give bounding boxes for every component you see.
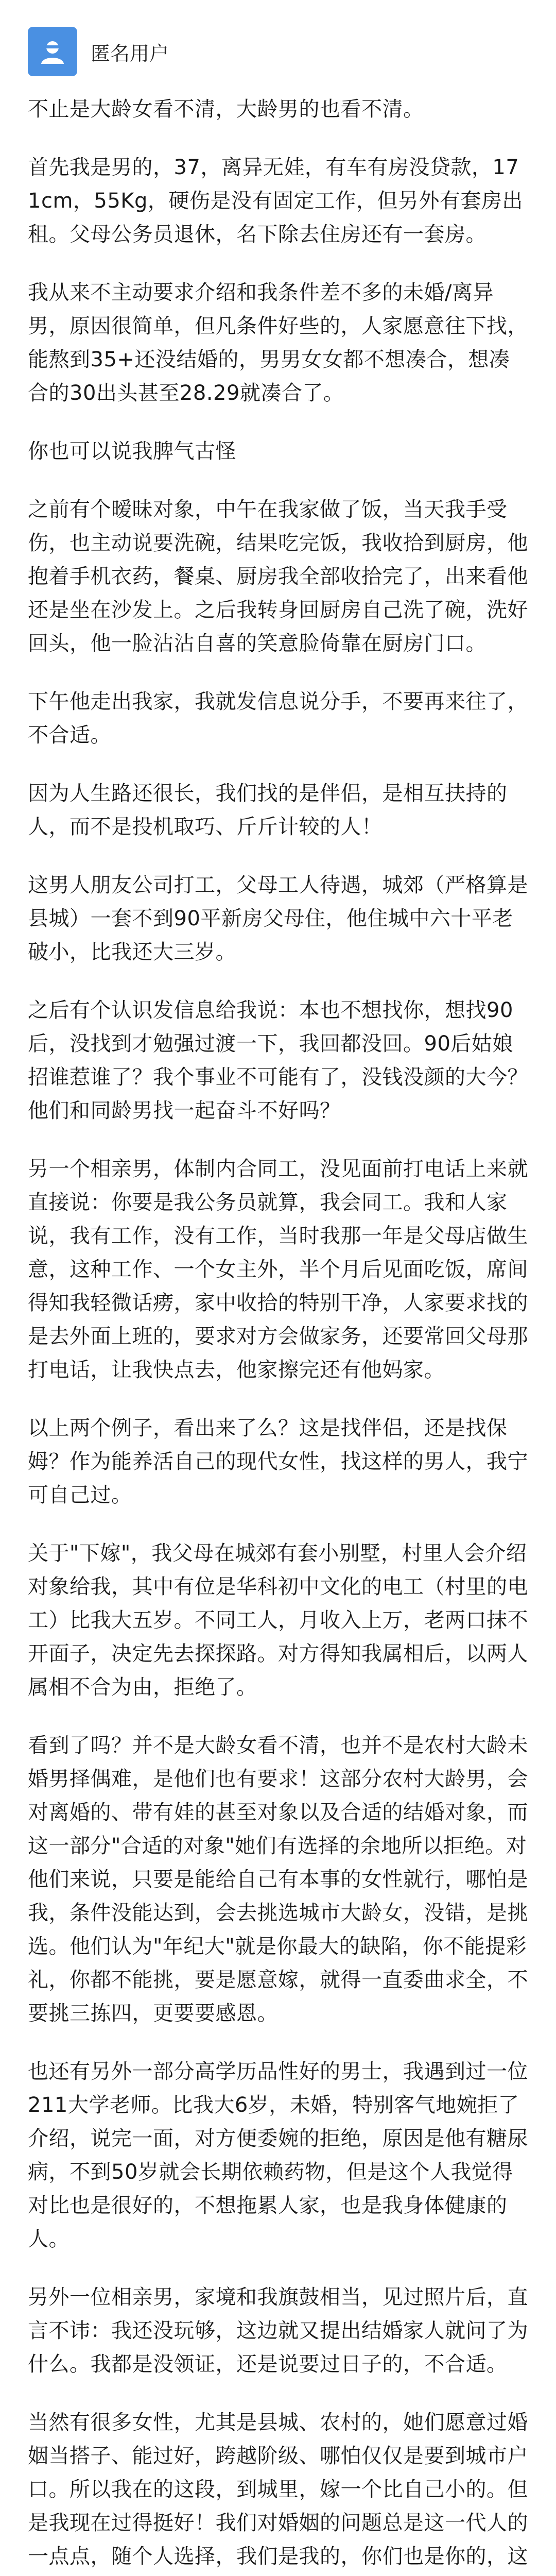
answer-paragraph: [28, 93, 528, 126]
answer-paragraph: [28, 1412, 528, 1512]
paragraph-text: 下午他走出我家，我就发信息说分手，不要再来往了，不合适。: [28, 690, 528, 747]
answer-paragraph: [28, 2055, 528, 2256]
paragraph-text: 不止是大龄女看不清，大龄男的也看不清。: [28, 97, 424, 121]
answer-paragraph: [28, 2281, 528, 2381]
paragraph-text: 当然有很多女性，尤其是县城、农村的，她们愿意过婚姻当搭子、能过好，跨越阶级、哪怕仅仅是要到城市户口。所以我在的这段，到城里，嫁一个比自己小的。但是我现在过得挺好！我们对婚姻的问题总是这一代人的一点点，随个人选择，我们是我的，你们也是你的，这: [28, 2411, 528, 2568]
answer-paragraph: [28, 1153, 528, 1387]
paragraph-text: 以上两个例子，看出来了么？这是找伴侣，还是找保姆？作为能养活自己的现代女性，找这样的男人，我宁可自己过。: [28, 1416, 528, 1507]
answer-body: [28, 93, 528, 2576]
paragraph-text: 因为人生路还很长，我们找的是伴侣，是相互扶持的人，而不是投机取巧、斤斤计较的人！: [28, 782, 508, 839]
paragraph-text: 也还有另外一部分高学历品性好的男士，我遇到过一位211大学老师。比我大6岁，未婚，特别客气地婉拒了介绍，说完一面，对方便委婉的拒绝，原因是他有糖尿病，不到50岁就会长期依赖药物，但是这个人我觉得对比也是很好的，不想拖累人家，也是我身体健康的人。: [28, 2060, 528, 2251]
answer-paragraph: [28, 1729, 528, 2030]
answer-paragraph: [28, 1537, 528, 1704]
answer-paragraph: [28, 435, 528, 468]
paragraph-text: 这男人朋友公司打工，父母工人待遇，城郊（严格算是县城）一套不到90平新房父母住，他住城中六十平老破小，比我还大三岁。: [28, 873, 528, 964]
anonymous-avatar[interactable]: [28, 27, 77, 76]
paragraph-text: 之后有个认识发信息给我说：本也不想找你，想找90后，没找到才勉强过渡一下，我回都没回。90后姑娘招谁惹谁了？我个事业不可能有了，没钱没颜的大今？他们和同龄男找一起奋斗不好吗？: [28, 998, 528, 1123]
answer-paragraph: [28, 994, 528, 1128]
author-header: [28, 21, 528, 82]
paragraph-text: 看到了吗？并不是大龄女看不清，也并不是农村大龄未婚男择偶难，是他们也有要求！这部分农村大龄男，会对离婚的、带有娃的甚至对象以及合适的结婚对象，而这一部分"合适的对象"她们有选择的余地所以拒绝。对他们来说，只要是能给自己有本事的女性就行，哪怕是我，条件没能达到，会去挑选城市大龄女，没错，是挑选。他们认为"年纪大"就是你最大的缺陷，你不能提彩礼，你都不能挑，要是愿意嫁，就得一直委曲求全，不要挑三拣四，更要要感恩。: [28, 1734, 528, 2025]
paragraph-text: 另一个相亲男，体制内合同工，没见面前打电话上来就直接说：你要是我公务员就算，我会同工。我和人家说，我有工作，没有工作，当时我那一年是父母店做生意，这种工作、一个女主外，半个月后见面吃饭，席间得知我轻微话痨，家中收拾的特别干净，人家要求找的是去外面上班的，要求对方会做家务，还要常回父母那打电话，让我快点去，他家擦完还有他妈家。: [28, 1157, 528, 1382]
answer-paragraph: [28, 869, 528, 969]
answer-paragraph: [28, 685, 528, 752]
paragraph-text: 我从来不主动要求介绍和我条件差不多的未婚/离异男，原因很简单，但凡条件好些的，人家愿意往下找，能熬到35+还没结婚的，男男女女都不想凑合，想凑合的30出头甚至28.29就凑合了。: [28, 281, 528, 405]
answer-paragraph: [28, 493, 528, 660]
answer-paragraph: [28, 2406, 528, 2576]
author-name[interactable]: 匿名用户: [91, 42, 169, 65]
paragraph-text: 关于"下嫁"，我父母在城郊有套小别墅，村里人会介绍对象给我，其中有位是华科初中文化的电工（村里的电工）比我大五岁。不同工人，月收入上万，老两口抹不开面子，决定先去探探路。对方得知我属相后，以两人属相不合为由，拒绝了。: [28, 1541, 528, 1699]
paragraph-text: 首先我是男的，37，离异无娃，有车有房没贷款，171cm，55Kg，硬伤是没有固定工作，但另外有套房出租。父母公务员退休，名下除去住房还有一套房。: [28, 156, 523, 246]
answer-paragraph: [28, 777, 528, 844]
answer-paragraph: [28, 276, 528, 410]
answer-paragraph: [28, 151, 528, 251]
paragraph-text: 之前有个暧昧对象，中午在我家做了饭，当天我手受伤，也主动说要洗碗，结果吃完饭，我收拾到厨房，他抱着手机衣药，餐桌、厨房我全部收拾完了，出来看他还是坐在沙发上。之后我转身回厨房自己洗了碗，洗好回头，他一脸沾沾自喜的笑意脸倚靠在厨房门口。: [28, 498, 528, 655]
anonymous-user-icon: [36, 35, 69, 68]
paragraph-text: 另外一位相亲男，家境和我旗鼓相当，见过照片后，直言不讳：我还没玩够，这边就又提出结婚家人就问了为什么。我都是没领证，还是说要过日子的，不合适。: [28, 2285, 528, 2376]
paragraph-text: 你也可以说我脾气古怪: [28, 439, 236, 463]
